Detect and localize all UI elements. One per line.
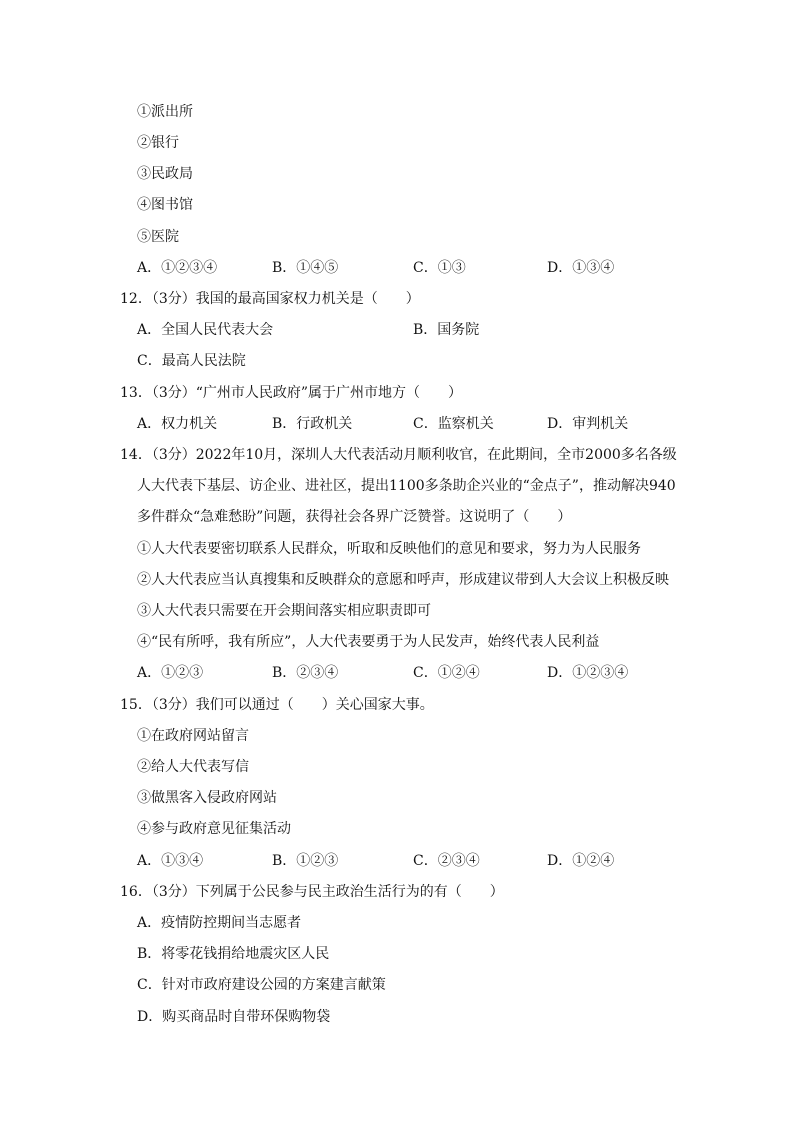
q14-stem-line-1: 14．（3分）2022年10月，深圳人大代表活动月顺利收官，在此期间，全市2000多名各级 (120, 447, 677, 463)
q15-option-a[interactable]: A．①③④ (137, 853, 204, 869)
q14-stem-line-2: 人大代表下基层、访企业、进社区，提出1100多条助企兴业的“金点子”，推动解决940 (137, 478, 676, 494)
q13-option-b[interactable]: B．行政机关 (272, 416, 353, 432)
q14-option-c[interactable]: C．①②④ (413, 665, 480, 681)
q11-item-1: ①派出所 (137, 104, 193, 120)
q14-item-4: ④“民有所呼，我有所应”，人大代表要勇于为人民发声，始终代表人民利益 (137, 634, 600, 650)
q15-stem: 15．（3分）我们可以通过（ ）关心国家大事。 (120, 697, 434, 713)
q11-item-2: ②银行 (137, 135, 179, 151)
q11-item-5: ⑤医院 (137, 229, 179, 245)
q16-option-b[interactable]: B．将零花钱捐给地震灾区人民 (137, 946, 330, 962)
q13-stem: 13．（3分）“广州市人民政府”属于广州市地方（ ） (120, 385, 463, 401)
q14-option-b[interactable]: B．②③④ (272, 665, 339, 681)
q12-option-a[interactable]: A．全国人民代表大会 (137, 322, 274, 338)
q15-item-1: ①在政府网站留言 (137, 728, 249, 744)
q15-option-b[interactable]: B．①②③ (272, 853, 339, 869)
q15-item-4: ④参与政府意见征集活动 (137, 821, 291, 837)
q13-option-d[interactable]: D．审判机关 (547, 416, 629, 432)
q13-option-a[interactable]: A．权力机关 (137, 416, 218, 432)
q16-option-c[interactable]: C．针对市政府建设公园的方案建言献策 (137, 977, 386, 993)
q16-option-a[interactable]: A．疫情防控期间当志愿者 (137, 915, 302, 931)
q14-stem-line-3: 多件群众“急难愁盼”问题，获得社会各界广泛赞誉。这说明了（ ） (137, 509, 572, 525)
q14-item-1: ①人大代表要密切联系人民群众，听取和反映他们的意见和要求，努力为人民服务 (137, 541, 641, 557)
q15-item-2: ②给人大代表写信 (137, 759, 249, 775)
q14-option-a[interactable]: A．①②③ (137, 665, 204, 681)
q12-stem: 12．（3分）我国的最高国家权力机关是（ ） (120, 291, 420, 307)
q14-item-2: ②人大代表应当认真搜集和反映群众的意愿和呼声，形成建议带到人大会议上积极反映 (137, 572, 669, 588)
q15-option-d[interactable]: D．①②④ (547, 853, 615, 869)
q11-option-c[interactable]: C．①③ (413, 260, 466, 276)
q11-option-d[interactable]: D．①③④ (547, 260, 615, 276)
q11-item-3: ③民政局 (137, 166, 193, 182)
q13-option-c[interactable]: C．监察机关 (413, 416, 494, 432)
q16-option-d[interactable]: D．购买商品时自带环保购物袋 (137, 1009, 331, 1025)
q14-item-3: ③人大代表只需要在开会期间落实相应职责即可 (137, 603, 431, 619)
q12-option-c[interactable]: C．最高人民法院 (137, 353, 246, 369)
q12-option-b[interactable]: B．国务院 (413, 322, 480, 338)
q11-option-a[interactable]: A．①②③④ (137, 260, 218, 276)
q11-item-4: ④图书馆 (137, 197, 193, 213)
q15-item-3: ③做黑客入侵政府网站 (137, 790, 277, 806)
q16-stem: 16．（3分）下列属于公民参与民主政治生活行为的有（ ） (120, 884, 504, 900)
q11-option-b[interactable]: B．①④⑤ (272, 260, 339, 276)
q14-option-d[interactable]: D．①②③④ (547, 665, 629, 681)
q15-option-c[interactable]: C．②③④ (413, 853, 480, 869)
